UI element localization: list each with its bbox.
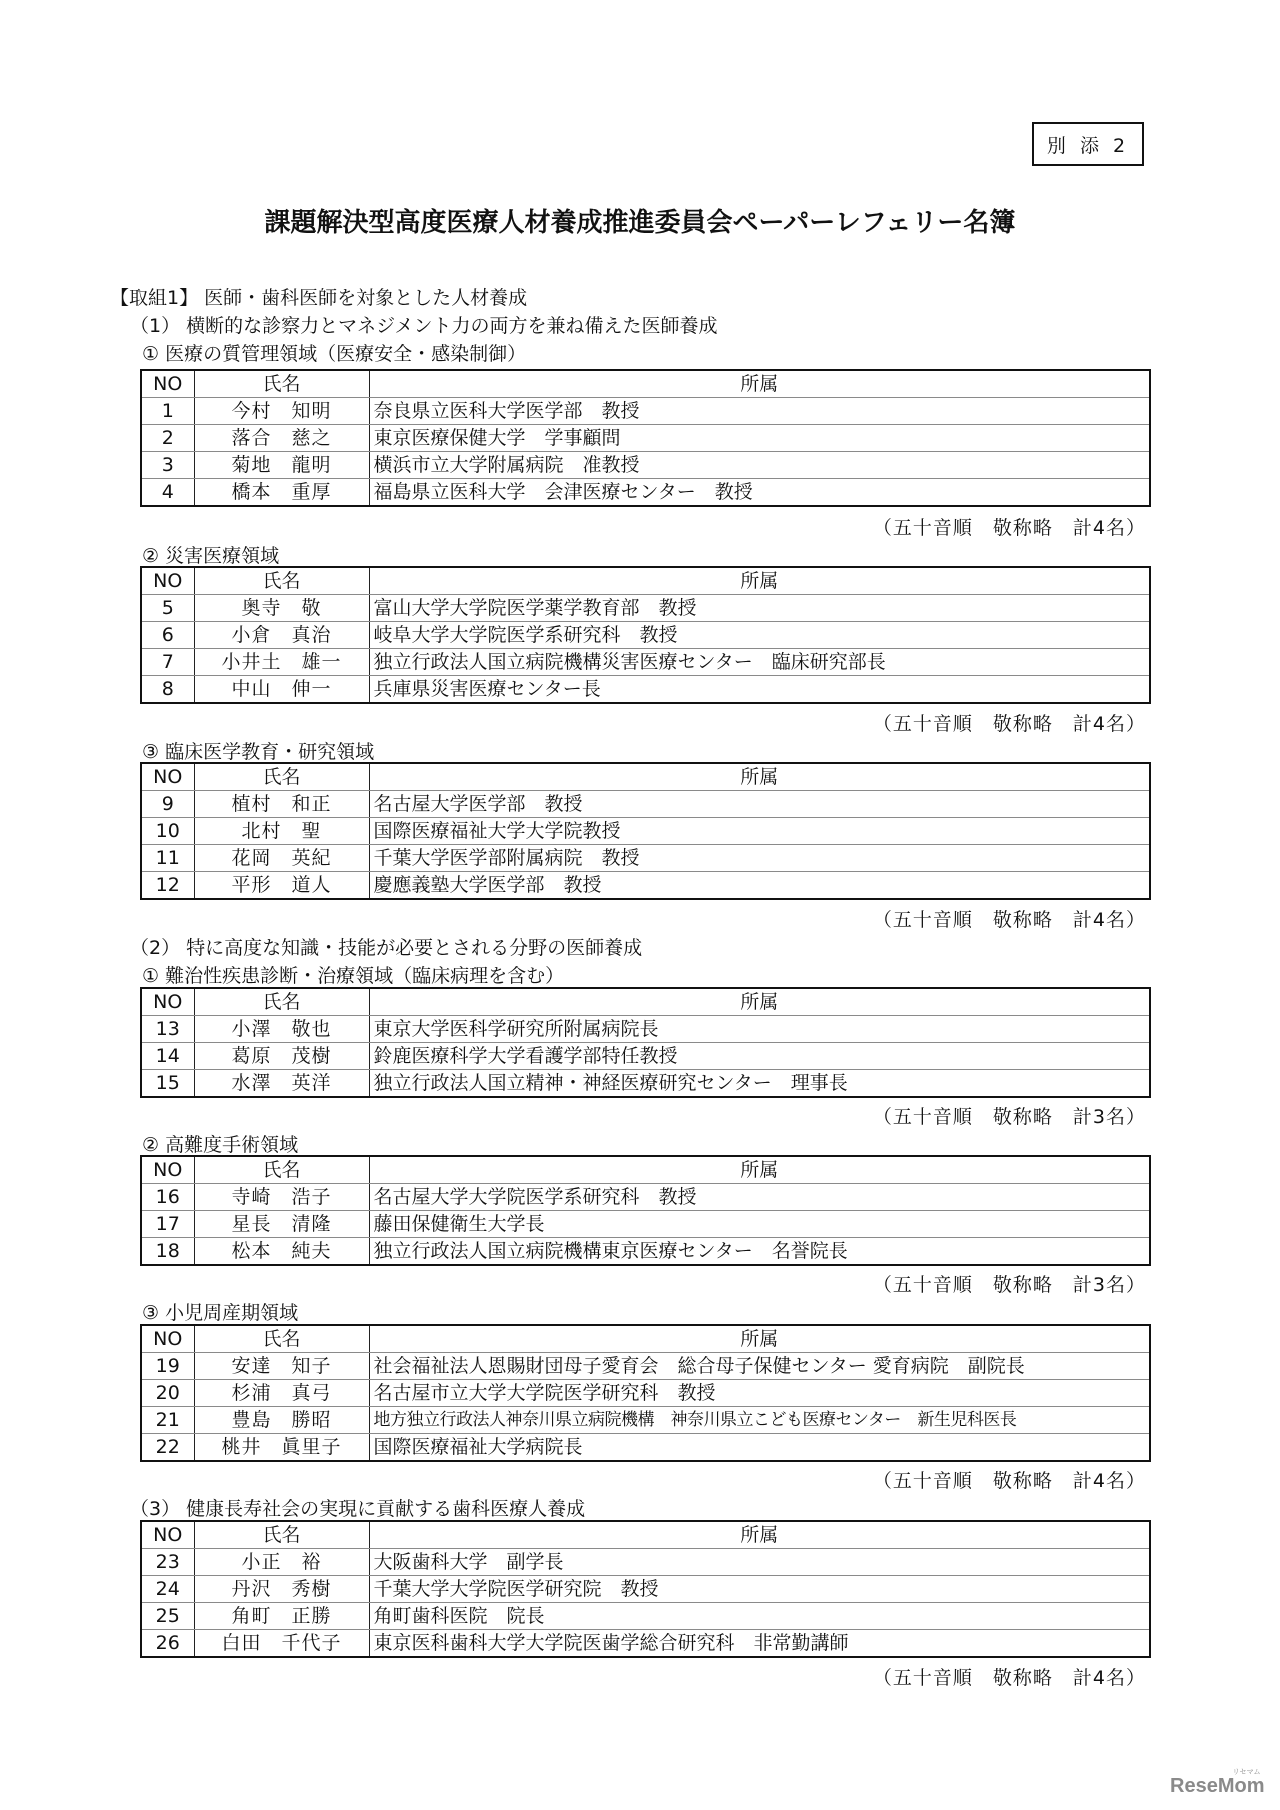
table-note: （五十音順 敬称略 計4名）: [872, 1470, 1146, 1492]
roster-table: [140, 762, 1151, 900]
row-affiliation: 千葉大学大学院医学研究院 教授: [369, 1576, 1150, 1603]
logo-text: ReseMom: [1170, 1775, 1265, 1797]
row-name: 奥寺 敬: [194, 595, 369, 622]
row-affiliation: 地方独立行政法人神奈川県立病院機構 神奈川県立こども医療センター 新生児科医長: [369, 1407, 1150, 1434]
row-name: 小井土 雄一: [194, 649, 369, 676]
col-header-no: NO: [141, 988, 194, 1016]
table-row: [141, 479, 1150, 507]
row-name: 丹沢 秀樹: [194, 1576, 369, 1603]
page-title: 課題解決型高度医療人材養成推進委員会ペーパーレフェリー名簿: [264, 208, 1016, 238]
row-name: 葛原 茂樹: [194, 1043, 369, 1070]
row-no: 20: [141, 1380, 194, 1407]
table-row: [141, 872, 1150, 900]
table-header-row: [141, 1325, 1150, 1353]
section-heading: ③ 小児周産期領域: [142, 1302, 299, 1324]
row-affiliation: 横浜市立大学附属病院 准教授: [369, 452, 1150, 479]
table-row: [141, 1211, 1150, 1238]
table-note: （五十音順 敬称略 計4名）: [872, 909, 1146, 931]
row-no: 22: [141, 1434, 194, 1462]
col-header-no: NO: [141, 1521, 194, 1549]
col-header-name: 氏名: [194, 567, 369, 595]
table-row: [141, 791, 1150, 818]
row-name: 平形 道人: [194, 872, 369, 900]
table-row: [141, 818, 1150, 845]
col-header-affiliation: 所属: [369, 1521, 1150, 1549]
table-row: [141, 845, 1150, 872]
roster-table: [140, 566, 1151, 704]
table-row: [141, 425, 1150, 452]
roster-table: [140, 369, 1151, 507]
table-row: [141, 1043, 1150, 1070]
table-row: [141, 1353, 1150, 1380]
col-header-affiliation: 所属: [369, 1156, 1150, 1184]
table-note: （五十音順 敬称略 計4名）: [872, 713, 1146, 735]
table-header-row: [141, 567, 1150, 595]
row-no: 5: [141, 595, 194, 622]
table-row: [141, 1407, 1150, 1434]
roster-table: [140, 987, 1151, 1098]
row-name: 星長 清隆: [194, 1211, 369, 1238]
table-row: [141, 1603, 1150, 1630]
col-header-affiliation: 所属: [369, 1325, 1150, 1353]
col-header-affiliation: 所属: [369, 763, 1150, 791]
row-no: 13: [141, 1016, 194, 1043]
table-note: （五十音順 敬称略 計3名）: [872, 1274, 1146, 1296]
row-name: 水澤 英洋: [194, 1070, 369, 1098]
section-heading: ② 高難度手術領域: [142, 1134, 299, 1156]
attachment-label: 別 添 2: [1032, 122, 1144, 166]
col-header-name: 氏名: [194, 1156, 369, 1184]
row-affiliation: 富山大学大学院医学薬学教育部 教授: [369, 595, 1150, 622]
row-affiliation: 福島県立医科大学 会津医療センター 教授: [369, 479, 1150, 507]
table-row: [141, 676, 1150, 704]
row-name: 桃井 眞里子: [194, 1434, 369, 1462]
table-row: [141, 452, 1150, 479]
col-header-no: NO: [141, 567, 194, 595]
row-name: 花岡 英紀: [194, 845, 369, 872]
col-header-no: NO: [141, 1156, 194, 1184]
row-no: 2: [141, 425, 194, 452]
row-affiliation: 角町歯科医院 院長: [369, 1603, 1150, 1630]
table-note: （五十音順 敬称略 計4名）: [872, 517, 1146, 539]
col-header-name: 氏名: [194, 1325, 369, 1353]
row-affiliation: 東京医療保健大学 学事顧問: [369, 425, 1150, 452]
row-affiliation: 名古屋大学大学院医学系研究科 教授: [369, 1184, 1150, 1211]
row-no: 21: [141, 1407, 194, 1434]
row-affiliation: 兵庫県災害医療センター長: [369, 676, 1150, 704]
row-name: 小倉 真治: [194, 622, 369, 649]
row-affiliation: 大阪歯科大学 副学長: [369, 1549, 1150, 1576]
col-header-no: NO: [141, 1325, 194, 1353]
row-no: 15: [141, 1070, 194, 1098]
row-affiliation: 国際医療福祉大学大学院教授: [369, 818, 1150, 845]
row-no: 19: [141, 1353, 194, 1380]
roster-table: [140, 1520, 1151, 1658]
table-row: [141, 1184, 1150, 1211]
col-header-no: NO: [141, 763, 194, 791]
row-no: 10: [141, 818, 194, 845]
row-no: 1: [141, 398, 194, 425]
row-affiliation: 独立行政法人国立精神・神経医療研究センター 理事長: [369, 1070, 1150, 1098]
row-affiliation: 慶應義塾大学医学部 教授: [369, 872, 1150, 900]
table-row: [141, 398, 1150, 425]
row-name: 落合 慈之: [194, 425, 369, 452]
row-name: 角町 正勝: [194, 1603, 369, 1630]
row-name: 豊島 勝昭: [194, 1407, 369, 1434]
row-affiliation: 独立行政法人国立病院機構東京医療センター 名誉院長: [369, 1238, 1150, 1266]
row-no: 6: [141, 622, 194, 649]
row-name: 松本 純夫: [194, 1238, 369, 1266]
group-heading-3: （3） 健康長寿社会の実現に貢献する歯科医療人養成: [130, 1498, 586, 1520]
row-affiliation: 千葉大学医学部附属病院 教授: [369, 845, 1150, 872]
table-header-row: [141, 1521, 1150, 1549]
row-no: 24: [141, 1576, 194, 1603]
row-no: 8: [141, 676, 194, 704]
row-name: 安達 知子: [194, 1353, 369, 1380]
section-heading: ① 難治性疾患診断・治療領域（臨床病理を含む）: [142, 965, 565, 987]
group-heading-2: （2） 特に高度な知識・技能が必要とされる分野の医師養成: [130, 937, 643, 959]
section-heading: ② 災害医療領域: [142, 545, 280, 567]
logo-kana: リセマム: [1232, 1769, 1261, 1776]
row-no: 3: [141, 452, 194, 479]
table-row: [141, 622, 1150, 649]
row-affiliation: 国際医療福祉大学病院長: [369, 1434, 1150, 1462]
row-no: 25: [141, 1603, 194, 1630]
row-no: 17: [141, 1211, 194, 1238]
row-no: 4: [141, 479, 194, 507]
col-header-name: 氏名: [194, 763, 369, 791]
table-row: [141, 1238, 1150, 1266]
col-header-name: 氏名: [194, 988, 369, 1016]
table-row: [141, 1576, 1150, 1603]
row-name: 寺崎 浩子: [194, 1184, 369, 1211]
section-heading: ③ 臨床医学教育・研究領域: [142, 741, 375, 763]
row-affiliation: 岐阜大学大学院医学系研究科 教授: [369, 622, 1150, 649]
row-affiliation: 名古屋大学医学部 教授: [369, 791, 1150, 818]
row-no: 7: [141, 649, 194, 676]
col-header-no: NO: [141, 370, 194, 398]
section-heading: ① 医療の質管理領域（医療安全・感染制御）: [142, 343, 527, 365]
row-name: 白田 千代子: [194, 1630, 369, 1658]
roster-table: [140, 1155, 1151, 1266]
table-row: [141, 595, 1150, 622]
table-row: [141, 1630, 1150, 1658]
table-header-row: [141, 370, 1150, 398]
table-row: [141, 1380, 1150, 1407]
row-no: 26: [141, 1630, 194, 1658]
table-note: （五十音順 敬称略 計3名）: [872, 1106, 1146, 1128]
table-row: [141, 1549, 1150, 1576]
initiative-heading: 【取組1】 医師・歯科医師を対象とした人材養成: [110, 287, 528, 309]
row-no: 14: [141, 1043, 194, 1070]
row-name: 杉浦 真弓: [194, 1380, 369, 1407]
table-header-row: [141, 763, 1150, 791]
group-heading-1: （1） 横断的な診察力とマネジメント力の両方を兼ね備えた医師養成: [130, 315, 718, 337]
row-name: 中山 伸一: [194, 676, 369, 704]
row-no: 9: [141, 791, 194, 818]
row-no: 11: [141, 845, 194, 872]
table-row: [141, 1016, 1150, 1043]
row-name: 今村 知明: [194, 398, 369, 425]
row-affiliation: 鈴鹿医療科学大学看護学部特任教授: [369, 1043, 1150, 1070]
table-row: [141, 649, 1150, 676]
row-name: 菊地 龍明: [194, 452, 369, 479]
row-affiliation: 東京大学医科学研究所附属病院長: [369, 1016, 1150, 1043]
row-affiliation: 社会福祉法人恩賜財団母子愛育会 総合母子保健センター 愛育病院 副院長: [369, 1353, 1150, 1380]
col-header-affiliation: 所属: [369, 567, 1150, 595]
row-name: 橋本 重厚: [194, 479, 369, 507]
col-header-affiliation: 所属: [369, 988, 1150, 1016]
row-affiliation: 東京医科歯科大学大学院医歯学総合研究科 非常勤講師: [369, 1630, 1150, 1658]
col-header-name: 氏名: [194, 1521, 369, 1549]
row-name: 小正 裕: [194, 1549, 369, 1576]
table-header-row: [141, 1156, 1150, 1184]
row-affiliation: 奈良県立医科大学医学部 教授: [369, 398, 1150, 425]
row-name: 北村 聖: [194, 818, 369, 845]
row-affiliation: 独立行政法人国立病院機構災害医療センター 臨床研究部長: [369, 649, 1150, 676]
table-row: [141, 1070, 1150, 1098]
row-affiliation: 藤田保健衛生大学長: [369, 1211, 1150, 1238]
row-no: 23: [141, 1549, 194, 1576]
resemom-logo: [1170, 1769, 1265, 1798]
row-no: 18: [141, 1238, 194, 1266]
table-row: [141, 1434, 1150, 1462]
row-name: 小澤 敬也: [194, 1016, 369, 1043]
row-affiliation: 名古屋市立大学大学院医学研究科 教授: [369, 1380, 1150, 1407]
table-header-row: [141, 988, 1150, 1016]
row-name: 植村 和正: [194, 791, 369, 818]
col-header-affiliation: 所属: [369, 370, 1150, 398]
row-no: 16: [141, 1184, 194, 1211]
roster-table: [140, 1324, 1151, 1462]
row-no: 12: [141, 872, 194, 900]
col-header-name: 氏名: [194, 370, 369, 398]
table-note: （五十音順 敬称略 計4名）: [872, 1667, 1146, 1689]
